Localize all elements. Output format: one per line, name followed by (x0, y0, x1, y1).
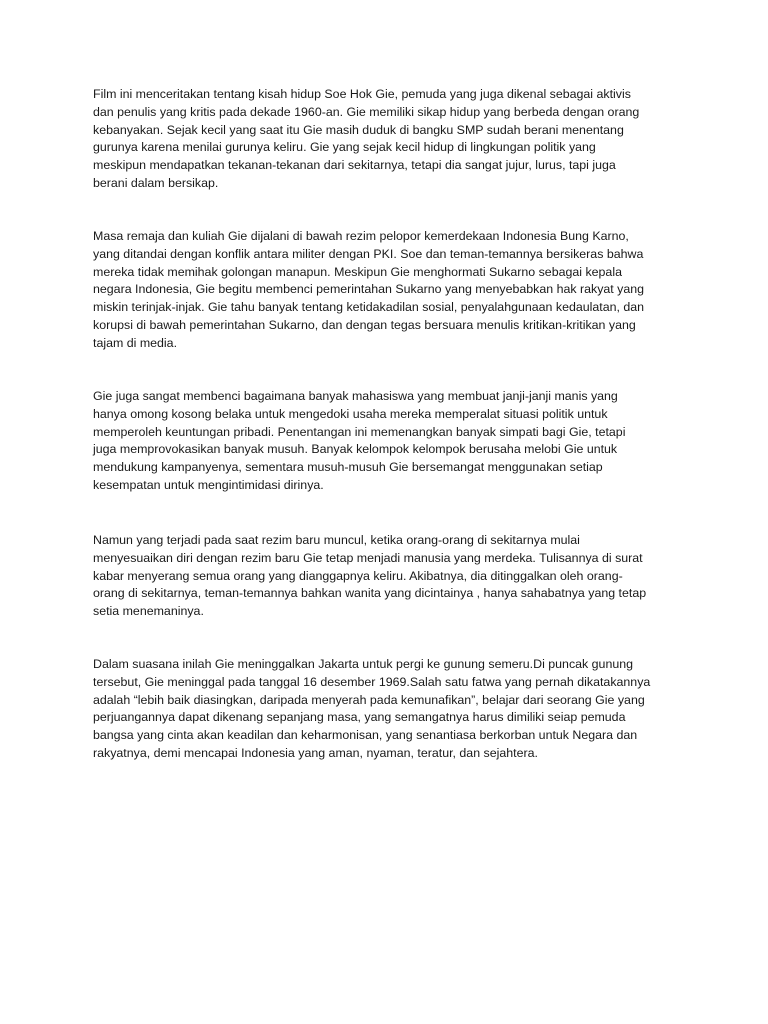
paragraph-line: korupsi di bawah pemerintahan Sukarno, dan dengan tegas bersuara menulis kritikan-kritikan yang (93, 317, 636, 332)
paragraph-line: setia menemaninya. (93, 604, 204, 619)
paragraph-line: orang di sekitarnya, teman-temannya bahkan wanita yang dicintainya , hanya sahabatnya yang tetap (93, 586, 647, 601)
paragraph-line: Gie juga sangat membenci bagaimana banyak mahasiswa yang membuat janji-janji manis yang (93, 389, 618, 403)
paragraph-line: hanya omong kosong belaka untuk mengedoki usaha mereka memperalat situasi politik untuk (93, 406, 608, 421)
paragraph-line: memperoleh keuntungan pribadi. Penentangan ini memenangkan banyak simpati bagi Gie, tetapi (93, 424, 626, 439)
paragraph-line: Film ini menceritakan tentang kisah hidup Soe Hok Gie, pemuda yang juga dikenal sebagai aktivis (93, 87, 631, 101)
paragraph-5 (93, 656, 683, 763)
paragraph-line: Namun yang terjadi pada saat rezim baru muncul, ketika orang-orang di sekitarnya mulai (93, 533, 580, 547)
paragraph-line: mendukung kampanyenya, sementara musuh-musuh Gie bersemangat menggunakan setiap (93, 460, 603, 475)
paragraph-line: Masa remaja dan kuliah Gie dijalani di bawah rezim pelopor kemerdekaan Indonesia Bung Karno, (93, 229, 629, 243)
paragraph-line: tersebut, Gie meninggal pada tanggal 16 desember 1969.Salah satu fatwa yang pernah dikatakannya (93, 674, 651, 689)
paragraph-line: juga memprovokasikan banyak musuh. Banyak kelompok kelompok berusaha melobi Gie untuk (93, 442, 618, 457)
paragraph-line: rakyatnya, demi mencapai Indonesia yang aman, nyaman, teratur, dan sejahtera. (93, 745, 538, 760)
paragraph-line: menyesuaikan diri dengan rezim baru Gie tetap menjadi manusia yang merdeka. Tulisannya di surat (93, 550, 643, 565)
paragraph-line: meskipun mendapatkan tekanan-tekanan dari sekitarnya, tetapi dia sangat jujur, lurus, tapi juga (93, 158, 616, 173)
paragraph-line: tajam di media. (93, 335, 178, 350)
paragraph-line: dan penulis yang kritis pada dekade 1960-an. Gie memiliki sikap hidup yang berbeda dengan orang (93, 104, 640, 119)
paragraph-line: bangsa yang cinta akan keadilan dan keharmonisan, yang senantiasa berkorban untuk Negara dan (93, 728, 638, 743)
paragraph-4 (93, 532, 683, 621)
paragraph-line: kesempatan untuk mengintimidasi dirinya. (93, 477, 324, 492)
paragraph-line: Dalam suasana inilah Gie meninggalkan Jakarta untuk pergi ke gunung semeru.Di puncak gunung (93, 657, 634, 671)
paragraph-line: yang ditandai dengan konflik antara militer dengan PKI. Soe dan teman-temannya bersikeras bahwa (93, 246, 644, 261)
paragraph-line: adalah “lebih baik diasingkan, daripada menyerah pada kemunafikan”, belajar dari seorang Gie yang (93, 692, 645, 707)
paragraph-1 (93, 86, 683, 193)
paragraph-line: kebanyakan. Sejak kecil yang saat itu Gie masih duduk di bangku SMP sudah berani menentang (93, 122, 624, 137)
paragraph-line: negara Indonesia, Gie begitu membenci pemerintahan Sukarno yang menyebabkan hak rakyat yang (93, 282, 645, 297)
paragraph-2 (93, 228, 683, 353)
paragraph-line: berani dalam bersikap. (93, 175, 219, 190)
paragraph-line: miskin terinjak-injak. Gie tahu banyak tentang ketidakadilan sosial, penyalahgunaan kedaulatan, dan (93, 300, 645, 315)
paragraph-line: perjuangannya dapat dikenang sepanjang masa, yang semangatnya harus dimiliki seiap pemuda (93, 710, 626, 725)
paragraph-line: gurunya karena menilai gurunya keliru. Gie yang sejak kecil hidup di lingkungan politik yang (93, 140, 596, 155)
paragraph-line: mereka tidak memihak golongan manapun. Meskipun Gie menghormati Sukarno sebagai kepala (93, 264, 622, 279)
paragraph-line: kabar menyerang semua orang yang dianggapnya keliru. Akibatnya, dia ditinggalkan oleh orang- (93, 568, 623, 583)
paragraph-3 (93, 388, 683, 495)
